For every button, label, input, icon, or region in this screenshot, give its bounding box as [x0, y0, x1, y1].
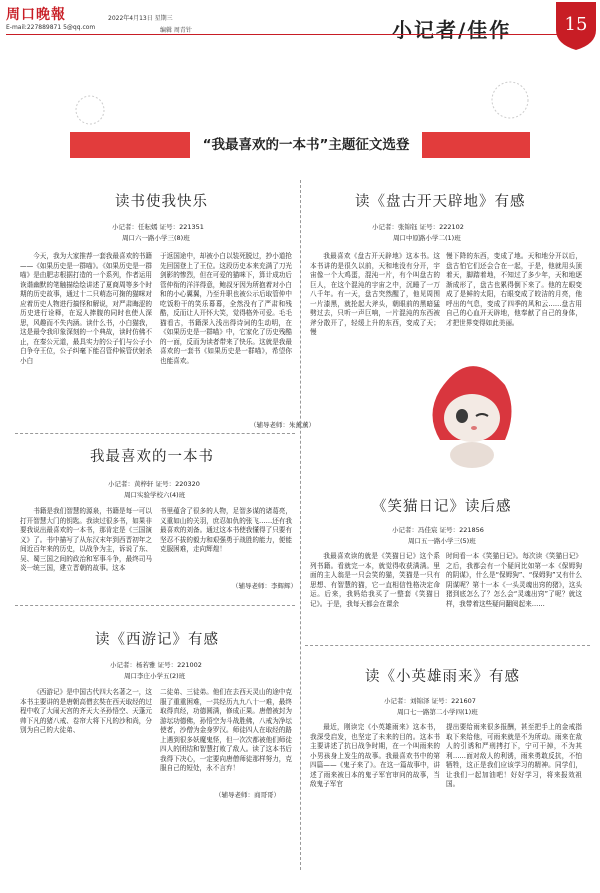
article-body: 我最喜欢读的就是《笑猫日记》这个系列书籍。看就完一本，就觉得收获满满。里面的主人翁是一只会笑的猫，笑猫是一只有思想、有智慧的猫，它一直相信性格决定命运。后来，我妈给我买了一整套《笑猫日记》。于是，我每天都会在课余: [310, 552, 440, 608]
article-school: 周口六一路小学三(8)班: [122, 234, 190, 242]
newspaper-logo: 周口晚報: [6, 7, 66, 23]
article-body: 于返国途中，却被小白以装死脱过，抄小道抢先回国登上了王位。这段历史本来充满了刀光剑影的惨烈，但在可爱的猫咪下，算计成功后管仲衔的洋洋得意，鲍叔牙因为所抱着对小白和的小心翼翼，乃至升职也被公示后取管仲中吃饭粉干的笑乐幕幕，全然没有了严肃和残酷，反而让人开怀大笑，觉得格外可爱。毛毛猫看古，书籍深入浅出得诗词的生动明，在《如果历史是一群喵》中，它家化了历史残酷的一面，反而为读者带来了快乐。这就是我最喜欢的一套书《如果历史是一群喵》，希望你也能喜欢。: [160, 252, 292, 365]
article-title: 读《盘古开天辟地》有感: [355, 194, 526, 210]
article-school: 周口五一路小学三(5)班: [408, 537, 476, 545]
section-title: 小记者/佳作: [392, 18, 512, 42]
article-author: 小记者：冯佳宸 证号：221856: [392, 526, 484, 534]
article-body: 提出要给雨来很多报酬，甚至把手上的金戒指取下来给他，可雨来就是不为所动。雨来在敌人的引诱和严刑拷打下，宁可干掉，不为其利……面对敌人的利诱，雨来勇敢反抗，不怕牺牲，这正是我们应该学习的精神。同学们，让我们一起加油吧！好好学习，将来报效祖国。: [446, 723, 582, 788]
page-number: 15: [564, 14, 588, 35]
article-school: 周口李庄小学五(2)班: [124, 672, 186, 680]
article-body: 书籍是我们智慧的源泉，书籍是每一可以打开智慧大门的钥匙。我读过很多书，如果非要我说出最喜欢的一本书，那肯定是《三国演义》了。书中描写了从东汉末年到西晋初年之间近百年来的历史，以战争为主，诉说了东、吴、蜀三国之间的政治和军事斗争，最终司马炎一统三国，建立晋朝的故事。这本: [20, 507, 152, 572]
column-divider: [300, 180, 301, 870]
section-divider: [15, 605, 295, 606]
issue-date: 2022年4月13日 星期三: [108, 15, 173, 22]
article-teacher: （辅导老师：商哥哥）: [215, 791, 280, 799]
article-title: 读书使我快乐: [115, 194, 208, 210]
article-title: 我最喜欢的一本书: [90, 449, 214, 465]
article-title: 《笑猫日记》读后感: [372, 499, 512, 515]
article-teacher: （辅导老师：李辉辉）: [232, 582, 297, 590]
header-divider: [6, 34, 566, 35]
article-body: 慢下降的东西，变成了地。天和地分开以后，盘古怕它们还会合在一起，于是，他就用头顶着天，脚踏着地，不知过了多少年，天和地逐渐成形了，盘古也累得倒下来了。他的左眼变成了是鲜的太阳，右眼变成了皎洁的月亮，他呼出的气息，变成了四季的风和云……盘古用自己的心血开天辟地，他奉献了自己的身体，才把世界变得如此美丽。: [446, 252, 582, 327]
article-teacher: （辅导老师：朱薰薰）: [250, 421, 315, 429]
article-author: 小记者：刘锦泽 证号：221607: [384, 697, 476, 705]
article-body: 今天，我为大家推荐一套我最喜欢的书籍——《如果历史是一群喵》。《如果历史是一群喵》是由肥志根据打造的一个系列，作者运用诙谐幽默的笔触描绘绘讲述了夏商周等多个时期的历史故事，通过十二只萌态可掬的猫咪对应着历史人物进行搞怪和解说，对严肃晦涩的历史进行诠释，在逗人捧腹的同时也使人深思，风趣而不失内涵。读什么书，小白猫我，这是最令我印象深刻的一个典故，读时仿佛不止，在秦公元道，最具实力的公子们与公子小白争夺王位，公子纠毫下能召管仲候管伏射杀小白: [20, 252, 152, 365]
editor-credit: 编辑 周青针: [160, 27, 192, 34]
article-school: 周口实验学校六(4)班: [124, 491, 186, 499]
header-decoration: [0, 40, 600, 130]
banner-title: “我最喜欢的一本书”主题征文选登: [190, 131, 422, 159]
article-title: 读《小英雄雨来》有感: [365, 669, 520, 685]
article-body: 时间看一本《笑猫日记》。每次读《笑猫日记》之后，我都会有一个疑问比如第一本《保姆狗的阴谋》，什么是“保姆狗”、“保姆狗”又有什么阴谋呢？第十一本《一头灵魂出窍的猪》，这头猪到底怎么了？怎么会“灵魂出窍”了呢？就这样，我带着这些疑问翻阅起来……: [446, 552, 582, 608]
article-author: 小记者：黄梓轩 证号：220320: [108, 480, 200, 488]
article-author: 小记者：杨若雅 证号：221002: [110, 661, 202, 669]
section-divider: [305, 645, 590, 646]
article-author: 小记者：任耘嫣 证号：221351: [112, 223, 204, 231]
contact-email: E-mail:227889871 5@qq.com: [6, 24, 96, 31]
article-body: 我最喜欢《盘古开天辟地》这本书。这本书讲的是很久以前，天和地没有分开，宇宙像一个大鸡蛋，混沌一片，有个叫盘古的巨人，在这个混沌的宇宙之中，沉睡了一万八千年。有一天，盘古突然醒了，他见周围一片漆黑，就抡起大斧头，朝眼前的黑暗猛劈过去，只听一声巨响，一片混沌的东西被斧分散开了，轻缓上升的东西，变成了天；慢: [310, 252, 440, 336]
article-author: 小记者：张锦钰 证号：222102: [372, 223, 464, 231]
section-divider: [15, 433, 295, 434]
article-school: 周口七一路第二小学四(1)班: [397, 708, 478, 716]
feature-banner: [70, 132, 530, 158]
article-body: 最近，刚读完《小英雄雨来》这本书，我深受启发，也坚定了未来的目的。这本书主要讲述了抗日战争时期，在一个叫雨来的小男孩身上发生的故事。我最喜欢书中的第四篇——《鬼子来了》。在这一篇故事中，讲述了雨来被日本的鬼子军官审问的故事，当敌鬼子军官: [310, 723, 440, 788]
article-title: 读《西游记》有感: [95, 632, 219, 648]
article-body: 书里蕴含了很多的人物，足智多谋的诸葛亮，义重如山的关羽，庶忍如仇的张飞……还有我最喜欢的刘备。通过这本书使我懂得了只要有坚忍不拔的毅力和艰强勇于战胜的能力，便能克服困难，走向辉煌！: [160, 507, 292, 553]
cat-illustration: [420, 350, 520, 470]
article-body: 《西游记》是中国古代四大名著之一，这本书主要讲的是唐朝高僧玄奘在西天取经的过程中收了大闹天宫的齐天大圣孙悟空、天蓬元帅下凡的猪八戒、卷帘大将下凡的沙和尚，分别为自己的大徒弟、: [20, 688, 152, 734]
article-school: 周口中原路小学二(1)班: [393, 234, 461, 242]
article-body: 二徒弟、三徒弟。他们在去西天灵山的途中克服了重重困难，一共经历九九八十一难，最终取得真经，功德圆满，修成正果。唐僧被封为游坛功德佛，孙悟空为斗战胜佛，八戒为净坛使者，沙僧为金身罗汉。师徒四人在取经的路上遇到很多妖魔鬼怪，但一次次都被他们师徒四人的团结和智慧打败了敌人。读了这本书后我得下决心，一定要向唐僧师徒那样努力，克服自己的短处，永不言弃！: [160, 688, 292, 772]
